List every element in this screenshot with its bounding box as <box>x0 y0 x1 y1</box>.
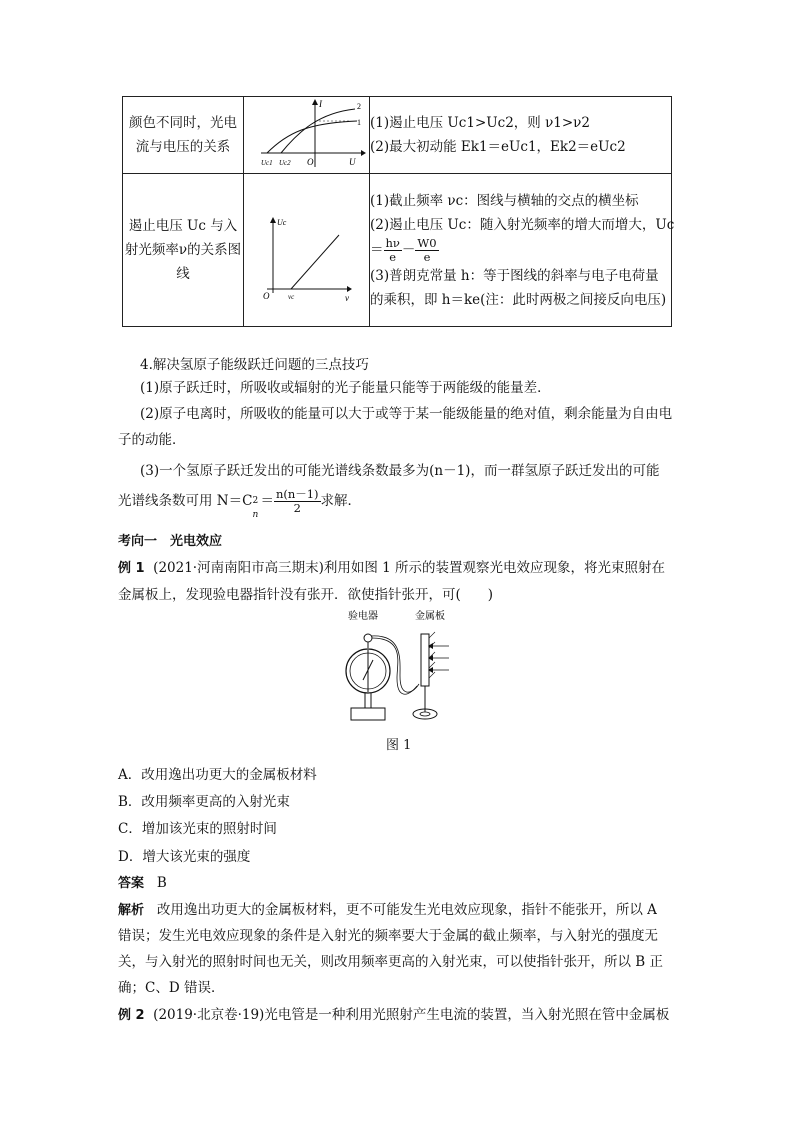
table-row <box>123 174 672 327</box>
graph-y-label: I <box>318 99 322 109</box>
graph-y-label: Uc <box>276 218 286 227</box>
example-stem-text: (2021·河南南阳市高三期末)利用如图 1 所示的装置观察光电效应现象，将光束照射在 <box>153 560 666 576</box>
row2-equation <box>370 237 671 264</box>
fraction-num: hν <box>385 235 400 250</box>
fraction-den: 2 <box>293 501 301 515</box>
row1-line: (1)遏止电压 Uc1>Uc2，则 ν1>ν2 <box>370 115 590 131</box>
row1-text <box>370 97 672 174</box>
fraction-num: n(n－1) <box>275 487 319 501</box>
tip-3b-end: 求解． <box>320 493 362 509</box>
graph-origin: O <box>306 157 313 167</box>
row2-line: (2)遏止电压 Uc：随入射光频率的增大而增大，Uc <box>370 216 675 233</box>
analysis-line-2: 错误；发生光电效应现象的条件是入射光的频率要大于金属的截止频率，与入射光的强度无 <box>118 928 658 944</box>
row2-line: 的乘积，即 h＝ke(注：此时两极之间接反向电压) <box>370 291 667 308</box>
table-row <box>123 97 672 174</box>
example-stem-text: (2019·北京卷·19)光电管是一种利用光照射产生电流的装置，当入射光照在管中金属板 <box>153 1007 670 1023</box>
option-b: B．改用频率更高的入射光束 <box>118 794 290 810</box>
answer-label: 答案 <box>118 876 145 891</box>
option-d: D．增大该光束的强度 <box>118 849 251 865</box>
subheading: 考向一 光电效应 <box>118 534 223 549</box>
analysis-line-1 <box>118 897 678 924</box>
option-c: C．增加该光束的照射时间 <box>118 821 277 837</box>
row2-line: (1)截止频率 νc：图线与横轴的交点的横坐标 <box>370 192 639 209</box>
fraction <box>384 237 402 264</box>
analysis-line-3: 关，与入射光的照射时间也无关，则改用频率更高的入射光束，可以使指针张开，所以 B 正 <box>118 954 664 970</box>
electroscope-label: 验电器 <box>348 611 378 622</box>
curve-label-1: 1 <box>356 118 361 127</box>
subscript: n <box>252 509 259 520</box>
tip-3a: (3)一个氢原子跃迁发出的可能光谱线条数最多为(n－1)，而一群氢原子跃迁发出的可能 <box>140 463 660 479</box>
fraction-den: e <box>423 249 431 264</box>
graph-tick-uc1: Uc1 <box>260 159 273 167</box>
tip-2: (2)原子电离时，所吸收的能量可以大于或等于某一能级能量的绝对值，剩余能量为自由电子的动能． <box>118 406 673 448</box>
graph-origin: O <box>262 291 269 301</box>
row1-line: (2)最大初动能 Ek1＝eUc1，Ek2＝eUc2 <box>370 139 626 155</box>
tip-3b <box>118 487 678 520</box>
answer-line <box>118 872 167 891</box>
row2-text <box>370 174 675 327</box>
metal-plate-label: 金属板 <box>415 611 445 622</box>
graph-x-label: ν <box>344 293 349 303</box>
example2-stem <box>118 1002 678 1029</box>
example1-stem-1 <box>118 555 678 582</box>
graph-x-label: U <box>348 157 355 167</box>
tip-3b-text: 光谱线条数可用 N＝C <box>118 493 253 509</box>
example-label: 例 1 <box>118 561 145 576</box>
analysis-line-4: 确；C、D 错误． <box>118 980 225 996</box>
row1-label: 颜色不同时，光电流与电压的关系 <box>123 97 244 174</box>
figure-caption: 图 1 <box>386 738 412 753</box>
row2-line: (3)普朗克常量 h：等于图线的斜率与电子电荷量 <box>370 267 659 284</box>
row2-figure-cell <box>244 174 370 327</box>
superscript: 2 <box>252 495 259 506</box>
fraction-num: W0 <box>417 235 437 250</box>
graph-tick-uc2: Uc2 <box>278 159 291 167</box>
graph-tick-nuc: νc <box>287 293 294 301</box>
fraction <box>415 237 438 264</box>
uc-nu-graph <box>247 193 367 303</box>
option-a: A．改用逸出功更大的金属板材料 <box>118 767 317 783</box>
fraction-den: e <box>389 249 397 264</box>
example-label: 例 2 <box>118 1008 145 1023</box>
fraction <box>274 488 321 515</box>
row1-figure-cell <box>244 97 370 174</box>
curve-label-2: 2 <box>356 102 361 111</box>
eq-sign: ＝ <box>260 493 274 509</box>
row2-label: 遏止电压 Uc 与入射光频率ν的关系图线 <box>123 174 244 327</box>
answer-value: B <box>156 875 167 891</box>
minus-sign: － <box>401 241 416 258</box>
example1-stem-2: 金属板上，发现验电器指针没有张开．欲使指针张开，可( ) <box>118 587 494 603</box>
photoelectric-apparatus-figure <box>345 608 465 726</box>
combination-index <box>252 494 260 520</box>
summary-table <box>122 96 675 327</box>
iu-graph <box>247 97 367 169</box>
analysis-label: 解析 <box>118 903 145 918</box>
tip-1: (1)原子跃迁时，所吸收或辐射的光子能量只能等于两能级的能量差． <box>140 380 551 396</box>
analysis-text: 改用逸出功更大的金属板材料，更不可能发生光电效应现象，指针不能张开，所以 A <box>156 902 657 918</box>
eq-sign: ＝ <box>370 241 384 258</box>
section-title: 4.解决氢原子能级跃迁问题的三点技巧 <box>140 357 369 373</box>
